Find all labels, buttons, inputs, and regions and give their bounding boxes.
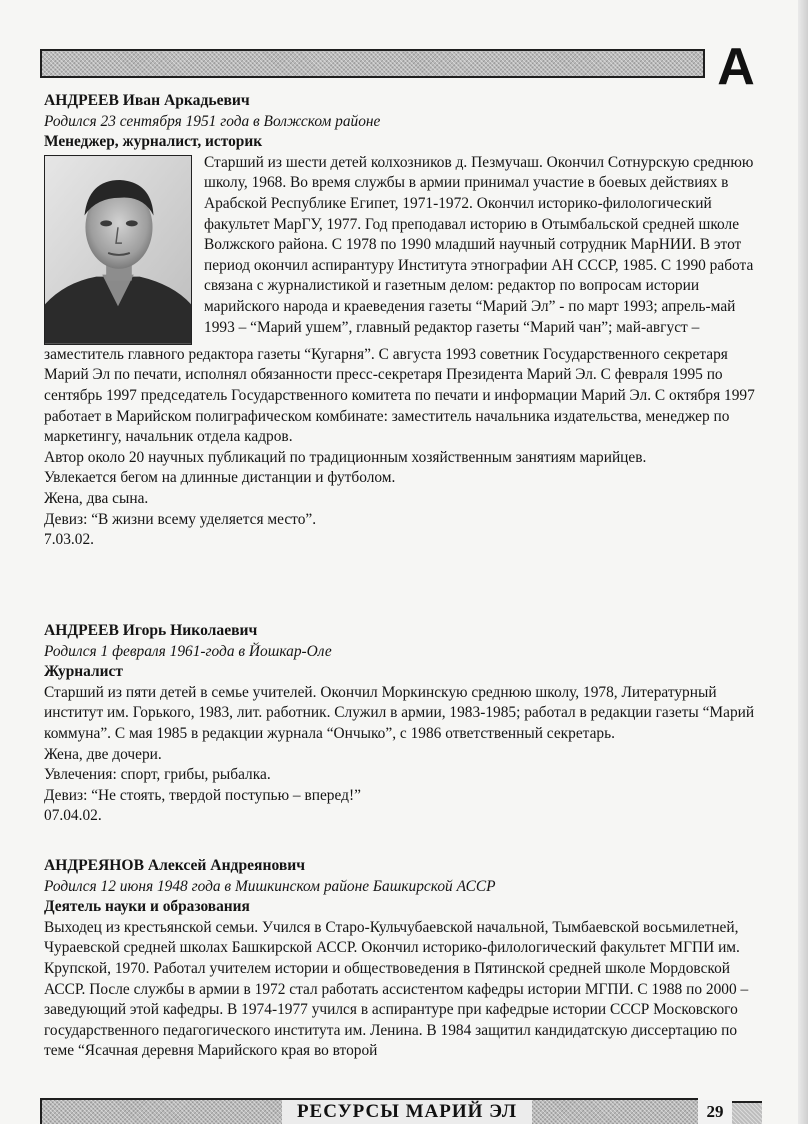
header-band xyxy=(40,49,705,78)
entry-andreev-ivan xyxy=(44,91,760,551)
entry-name: АНДРЕЕВ Иван Аркадьевич xyxy=(44,92,250,109)
entry-date: 07.04.02. xyxy=(44,807,102,825)
entry-biography-continued: заместитель главного редактора газеты “Кугарня”. С августа 1993 советник Государственного секретаря Марий Эл по печати, исполнял обязанности пресс-секретаря Президента Марий Эл. С февраля 1995 по сентябрь 1997 председатель Государственного комитета по печати и информации Марий Эл. С октября 1997 работает в Марийском полиграфическом комбинате: заместитель начальника издательства, менеджер по маркетингу, начальник отдела кадров. xyxy=(44,345,755,446)
page-number: 29 xyxy=(698,1100,732,1124)
entry-line: Увлечения: спорт, грибы, рыбалка. xyxy=(44,766,271,784)
entry-name: АНДРЕЕВ Игорь Николаевич xyxy=(44,622,258,639)
entry-line: Жена, два сына. xyxy=(44,489,149,507)
entry-biography: Выходец из крестьянской семьи. Учился в Старо-Кульчубаевской начальной, Тымбаевской восьмилетней, Чураевской средней школах Башкирской АССР. Окончил историко-филологический факультет МГПИ им. Крупской, 1970. Работал учителем истории и обществоведения в Пятинской средней школе Мордовской АССР. После службы в армии в 1972 стал работать ассистентом кафедры истории МГПИ. С 1988 по 2000 – заведующий этой кафедры. В 1974-1977 учился в аспирантуре при кафедрые истории СССР Московского государственного педагогического института им. Ленина. В 1984 защитил кандидатскую диссертацию по теме “Ясачная деревня Марийского края во второй xyxy=(44,918,749,1060)
portrait-image xyxy=(45,156,191,344)
entry-profession: Менеджер, журналист, историк xyxy=(44,133,263,151)
entry-biography: Старший из шести детей колхозников д. Пезмучаш. Окончил Сотнурскую среднюю школу, 1968. Во время службы в армии принимал участие в боевых действиях в Арабской Республике Египет, 1971-1972. Окончил историко-филологический факультет МарГУ, 1977. Год преподавал историю в Отымбальской средней школе Волжского района. С 1978 по 1990 младший научный сотрудник МарНИИ. В этот период окончил аспирантуру Института этнографии АН СССР, 1985. С 1990 работа связана с журналистикой и газетным делом: редактор по вопросам истории марийского народа и краеведения газеты “Марий Эл” - по март 1993; апрель-май 1993 – “Марий ушем”, главный редактор газеты “Марий чан”; май-август – xyxy=(204,153,754,336)
entry-biography: Старший из пяти детей в семье учителей. Окончил Моркинскую среднюю школу, 1978, Литературный институт им. Горького, 1983, лит. работник. Служил в армии, 1983-1985; работал в редакции газеты “Марий коммуна”. С мая 1985 в редакции журнала “Ончыко”, с 1986 ответственный секретарь. xyxy=(44,683,755,742)
entry-andreyanov-aleksei xyxy=(44,856,760,1062)
footer-band-tail xyxy=(732,1101,762,1124)
page-edge-shadow xyxy=(798,0,808,1124)
entry-motto: Девиз: “В жизни всему уделяется место”. xyxy=(44,510,317,528)
entry-motto: Девиз: “Не стоять, твердой поступью – вперед!” xyxy=(44,786,361,804)
entry-birth: Родился 12 июня 1948 года в Мишкинском районе Башкирской АССР xyxy=(44,877,496,895)
footer-title: РЕСУРСЫ МАРИЙ ЭЛ xyxy=(282,1100,532,1124)
entry-profession: Журналист xyxy=(44,663,123,681)
entry-birth: Родился 1 февраля 1961-года в Йошкар-Оле xyxy=(44,642,332,660)
entry-andreev-igor xyxy=(44,621,760,827)
entry-line: Увлекается бегом на длинные дистанции и футболом. xyxy=(44,469,396,487)
entry-date: 7.03.02. xyxy=(44,531,95,549)
entry-birth: Родился 23 сентября 1951 года в Волжском районе xyxy=(44,112,381,130)
entry-line: Жена, две дочери. xyxy=(44,745,162,763)
portrait-photo xyxy=(44,155,192,345)
section-letter: А xyxy=(717,38,755,96)
entry-name: АНДРЕЯНОВ Алексей Андреянович xyxy=(44,857,306,874)
entry-profession: Деятель науки и образования xyxy=(44,898,250,916)
entry-line: Автор около 20 научных публикаций по традиционным хозяйственным занятиям марийцев. xyxy=(44,448,647,466)
